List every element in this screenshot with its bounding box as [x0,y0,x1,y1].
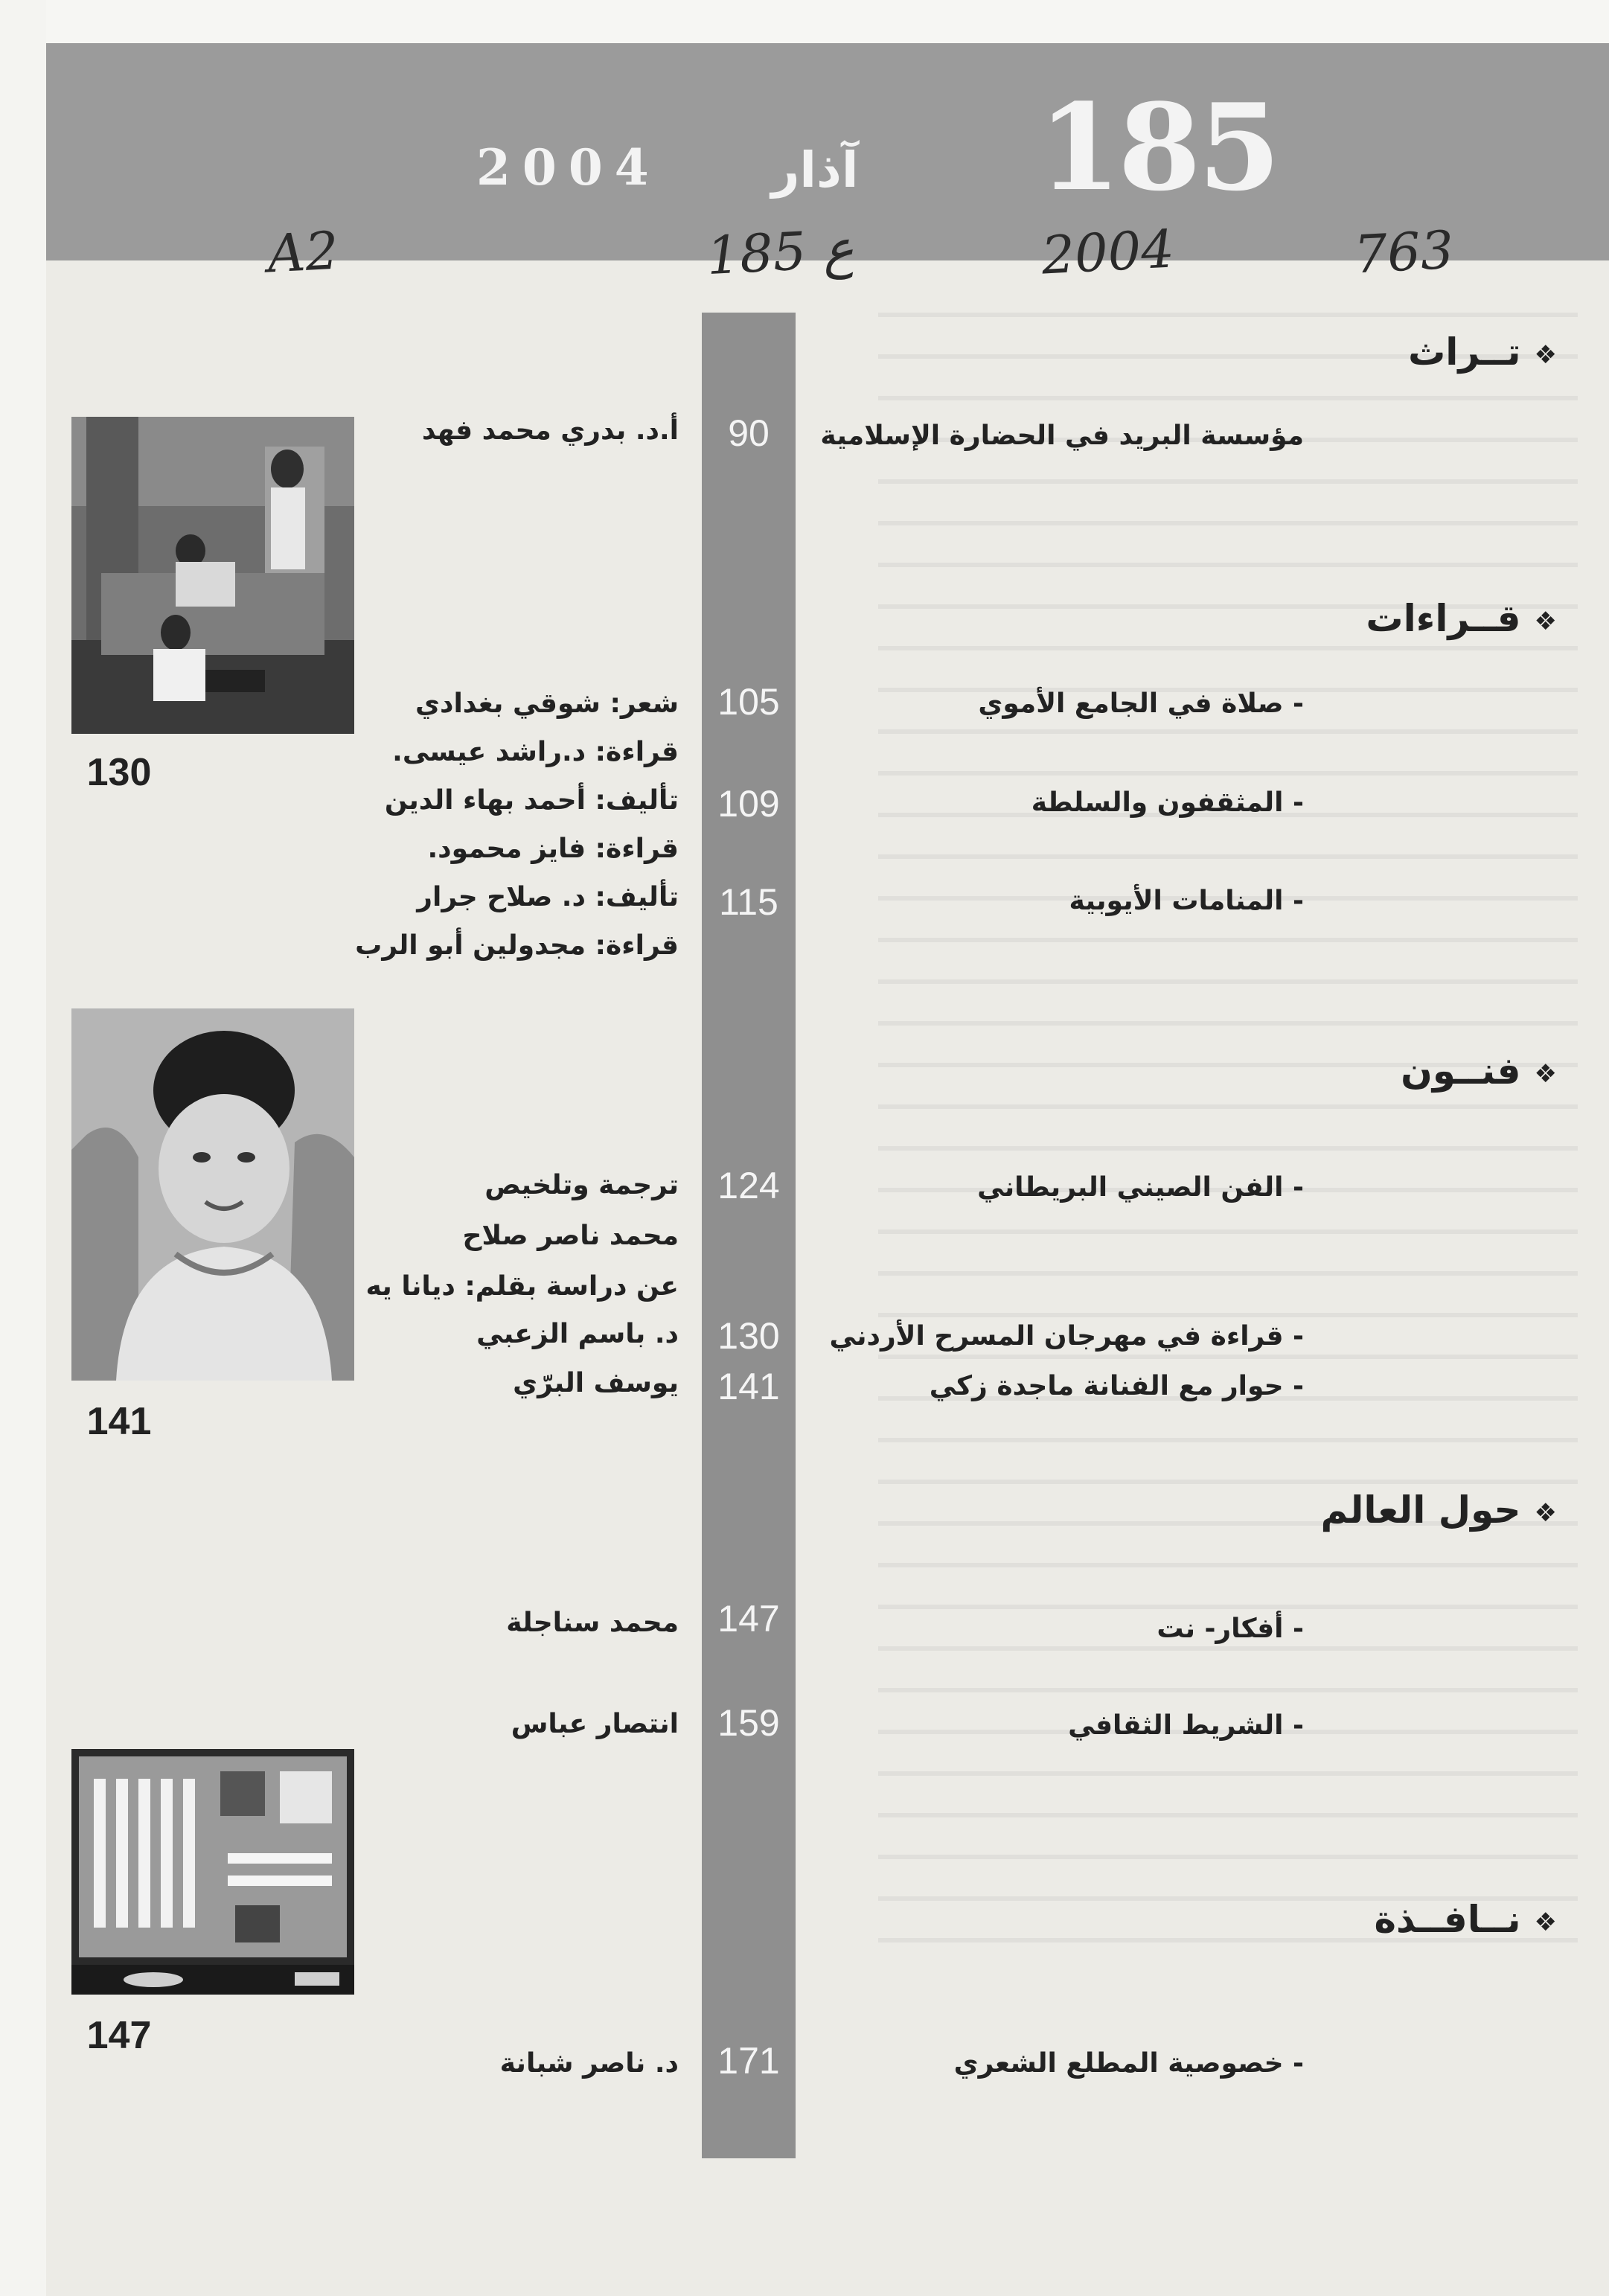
entry-title: - خصوصية المطلع الشعري [953,2048,1304,2079]
entry-author: ترجمة وتلخيص [484,1170,679,1200]
photo-motherboard [71,1749,354,1995]
entry-title: - حوار مع الفنانة ماجدة زكي [929,1371,1304,1401]
issue-month: آذار [771,141,859,199]
page-number: 171 [717,2040,780,2082]
scan-border-top [0,0,1609,43]
diamond-bullet-icon: ❖ [1534,1497,1557,1528]
issue-year: 2004 [476,138,661,196]
page-number-column [702,313,796,2158]
page-number: 105 [717,681,780,723]
diamond-bullet-icon: ❖ [1534,339,1557,370]
entry-author: د. ناصر شبانة [499,2048,679,2079]
show-through-texture [878,313,1578,1950]
entry-author: تأليف: أحمد بهاء الدين [384,785,679,816]
entry-title: مؤسسة البريد في الحضارة الإسلامية [820,420,1304,451]
section-heading-arts: ❖فنــون [1401,1049,1557,1093]
entry-author: أ.د. بدري محمد فهد [421,415,679,446]
handwritten-note: A2 [266,220,340,285]
diamond-bullet-icon: ❖ [1534,1907,1557,1937]
section-heading-window: ❖نــافــذة [1374,1898,1557,1941]
page-number: 159 [717,1702,780,1744]
entry-author: محمد ناصر صلاح [462,1221,679,1251]
entry-author: يوسف البرّي [513,1368,679,1398]
section-heading-heritage: ❖تــراث [1408,330,1557,374]
photo-portrait [71,1008,354,1381]
entry-title: - الشريط الثقافي [1068,1710,1304,1741]
photo-theatre-scene [71,417,354,734]
entry-author: انتصار عباس [511,1709,679,1739]
entry-title: - أفكار- نت [1157,1614,1304,1644]
entry-title: - المنامات الأيوبية [1069,886,1304,916]
page-number: 90 [728,412,770,454]
page-number: 115 [719,881,778,923]
entry-author: قراءة: فايز محمود. [427,834,679,864]
photo-caption: 147 [86,2014,152,2057]
scan-border-left [0,0,46,2296]
diamond-bullet-icon: ❖ [1534,1058,1557,1089]
page-number: 109 [717,783,780,825]
entry-author: قراءة: مجدولين أبو الرب [355,930,679,961]
section-heading-readings: ❖قــراءات [1366,597,1557,640]
entry-title: - قراءة في مهرجان المسرح الأردني [829,1321,1304,1352]
diamond-bullet-icon: ❖ [1534,606,1557,636]
entry-title: - الفن الصيني البريطاني [977,1172,1304,1203]
page-number: 147 [717,1598,780,1640]
handwritten-note: 763 [1352,219,1456,286]
handwritten-note: ع 185 [705,217,856,287]
issue-number: 185 [1038,77,1278,217]
section-heading-around-world: ❖حول العالم [1320,1488,1557,1532]
entry-author: محمد سناجلة [506,1608,679,1638]
page-number: 124 [717,1165,780,1206]
entry-author: د. باسم الزعبي [476,1319,679,1349]
entry-author: عن دراسة بقلم: ديانا يه [365,1271,679,1302]
handwritten-note: 2004 [1040,218,1176,287]
photo-caption: 141 [86,1400,152,1443]
photo-caption: 130 [86,751,152,794]
entry-title: - صلاة في الجامع الأموي [978,688,1304,719]
entry-author: تأليف: د. صلاح جرار [417,882,679,912]
entry-author: شعر: شوقي بغدادي [415,688,679,719]
entry-author: قراءة: د.راشد عيسى. [392,737,679,767]
page-number: 141 [717,1366,780,1407]
page-number: 130 [717,1315,780,1357]
entry-title: - المثقفون والسلطة [1031,787,1304,818]
